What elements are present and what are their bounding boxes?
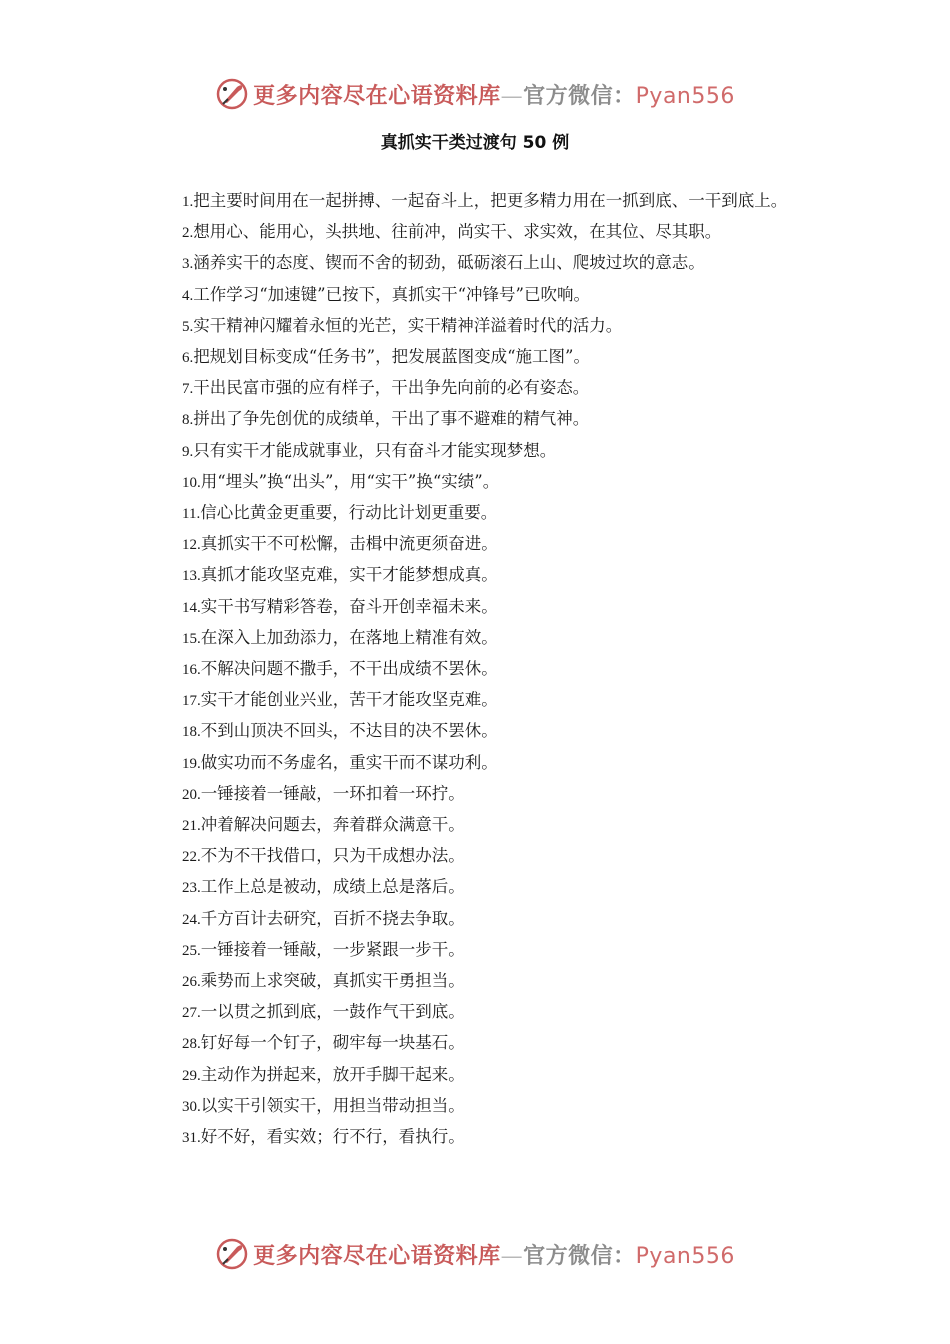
item-text: 真抓实干不可松懈，击楫中流更须奋进。 bbox=[200, 534, 498, 554]
item-text: 不到山顶决不回头，不达目的决不罢休。 bbox=[200, 721, 498, 741]
item-text: 拼出了争先创优的成绩单，干出了事不避难的精气神。 bbox=[193, 409, 590, 429]
item-number: 8. bbox=[182, 412, 194, 429]
list-item bbox=[144, 872, 808, 903]
item-text: 把主要时间用在一起拼搏、一起奋斗上，把更多精力用在一抓到底、一干到底上。 bbox=[193, 191, 788, 210]
item-number: 22. bbox=[182, 849, 201, 866]
item-text: 不为不干找借口，只为干成想办法。 bbox=[200, 846, 465, 866]
list-item bbox=[144, 1122, 808, 1153]
item-text: 用“埋头”换“出头”，用“实干”换“实绩”。 bbox=[200, 471, 500, 491]
banner-wechat-label: 官方微信： bbox=[523, 82, 636, 109]
item-number: 28. bbox=[182, 1036, 201, 1053]
item-number: 18. bbox=[182, 724, 201, 741]
list-item bbox=[144, 904, 808, 935]
item-text: 涵养实干的态度、锲而不舍的韧劲，砥砺滚石上山、爬坡过坎的意志。 bbox=[193, 253, 705, 273]
feather-pen-logo-icon bbox=[215, 77, 249, 111]
document-title: 真抓实干类过渡句 50 例 bbox=[380, 133, 570, 153]
item-number: 29. bbox=[182, 1067, 201, 1084]
list-item bbox=[144, 186, 808, 217]
item-text: 干出民富市强的应有样子，干出争先向前的必有姿态。 bbox=[193, 378, 590, 398]
item-number: 25. bbox=[182, 942, 201, 959]
list-item bbox=[144, 467, 808, 498]
item-text: 信心比黄金更重要，行动比计划更重要。 bbox=[200, 503, 498, 523]
item-text: 不解决问题不撒手，不干出成绩不罢休。 bbox=[200, 659, 498, 679]
list-item bbox=[144, 748, 808, 779]
item-text: 在深入上加劲添力，在落地上精准有效。 bbox=[200, 627, 498, 647]
item-list bbox=[144, 186, 808, 1153]
item-number: 11. bbox=[182, 506, 201, 523]
item-number: 5. bbox=[182, 318, 194, 335]
item-number: 9. bbox=[182, 443, 194, 460]
item-number: 17. bbox=[182, 693, 201, 710]
item-number: 30. bbox=[182, 1098, 201, 1115]
list-item bbox=[144, 592, 808, 623]
footer-banner bbox=[0, 1232, 950, 1276]
item-number: 24. bbox=[182, 911, 201, 928]
item-number: 21. bbox=[182, 818, 201, 835]
item-number: 7. bbox=[182, 381, 194, 398]
item-number: 13. bbox=[182, 568, 201, 585]
item-number: 1. bbox=[182, 194, 194, 210]
item-text: 主动作为拼起来，放开手脚干起来。 bbox=[200, 1064, 465, 1084]
item-text: 想用心、能用心，头拱地、往前冲，尚实干、求实效，在其位、尽其职。 bbox=[193, 222, 722, 242]
item-number: 2. bbox=[182, 225, 194, 242]
list-item bbox=[144, 311, 808, 342]
header-banner bbox=[0, 72, 950, 116]
item-number: 6. bbox=[182, 350, 194, 367]
item-text: 好不好，看实效；行不行，看执行。 bbox=[200, 1127, 465, 1147]
banner-wechat-id: Pyan556 bbox=[635, 1243, 735, 1269]
list-item bbox=[144, 217, 808, 248]
item-text: 一锤接着一锤敲，一环扣着一环拧。 bbox=[200, 783, 465, 803]
item-number: 23. bbox=[182, 880, 201, 897]
item-text: 工作学习“加速键”已按下，真抓实干“冲锋号”已吹响。 bbox=[193, 284, 590, 304]
banner-text bbox=[253, 1239, 735, 1270]
list-item bbox=[144, 841, 808, 872]
item-text: 一锤接着一锤敲，一步紧跟一步干。 bbox=[200, 939, 465, 959]
item-number: 26. bbox=[182, 974, 201, 991]
list-item bbox=[144, 935, 808, 966]
item-text: 真抓才能攻坚克难，实干才能梦想成真。 bbox=[200, 565, 498, 585]
list-item bbox=[144, 779, 808, 810]
list-item bbox=[144, 404, 808, 435]
item-text: 乘势而上求突破，真抓实干勇担当。 bbox=[200, 971, 465, 991]
list-item bbox=[144, 716, 808, 747]
item-number: 31. bbox=[182, 1130, 201, 1147]
item-text: 一以贯之抓到底，一鼓作气干到底。 bbox=[200, 1002, 465, 1022]
banner-text bbox=[253, 79, 735, 110]
item-text: 工作上总是被动，成绩上总是落后。 bbox=[200, 877, 465, 897]
list-item bbox=[144, 685, 808, 716]
list-item bbox=[144, 529, 808, 560]
item-text: 千方百计去研究，百折不挠去争取。 bbox=[200, 908, 465, 928]
feather-pen-logo-icon bbox=[215, 1237, 249, 1271]
banner-main: 更多内容尽在心语资料库 bbox=[253, 1242, 501, 1269]
list-item bbox=[144, 560, 808, 591]
item-text: 把规划目标变成“任务书”，把发展蓝图变成“施工图”。 bbox=[193, 347, 590, 367]
list-item bbox=[144, 436, 808, 467]
item-text: 实干书写精彩答卷，奋斗开创幸福未来。 bbox=[200, 596, 498, 616]
item-number: 15. bbox=[182, 630, 201, 647]
list-item bbox=[144, 1091, 808, 1122]
list-item bbox=[144, 373, 808, 404]
banner-wechat-label: 官方微信： bbox=[523, 1242, 636, 1269]
item-text: 钉好每一个钉子，砌牢每一块基石。 bbox=[200, 1033, 465, 1053]
item-number: 14. bbox=[182, 599, 201, 616]
banner-main: 更多内容尽在心语资料库 bbox=[253, 82, 501, 109]
item-text: 只有实干才能成就事业，只有奋斗才能实现梦想。 bbox=[193, 440, 557, 460]
list-item bbox=[144, 280, 808, 311]
item-text: 以实干引领实干，用担当带动担当。 bbox=[200, 1095, 465, 1115]
list-item bbox=[144, 810, 808, 841]
item-text: 实干精神闪耀着永恒的光芒，实干精神洋溢着时代的活力。 bbox=[193, 315, 623, 335]
banner-dash: — bbox=[500, 83, 524, 109]
list-item bbox=[144, 342, 808, 373]
list-item bbox=[144, 498, 808, 529]
item-text: 冲着解决问题去，奔着群众满意干。 bbox=[200, 815, 465, 835]
item-text: 实干才能创业兴业，苦干才能攻坚克难。 bbox=[200, 690, 498, 710]
item-number: 19. bbox=[182, 755, 201, 772]
list-item bbox=[144, 654, 808, 685]
item-number: 12. bbox=[182, 537, 201, 554]
item-number: 16. bbox=[182, 662, 201, 679]
banner-wechat-id: Pyan556 bbox=[635, 83, 735, 109]
list-item bbox=[144, 623, 808, 654]
banner-dash: — bbox=[500, 1243, 524, 1269]
item-number: 27. bbox=[182, 1005, 201, 1022]
list-item bbox=[144, 997, 808, 1028]
list-item bbox=[144, 966, 808, 997]
list-item bbox=[144, 248, 808, 279]
item-text: 做实功而不务虚名，重实干而不谋功利。 bbox=[200, 752, 498, 772]
item-number: 10. bbox=[182, 474, 201, 491]
item-number: 4. bbox=[182, 287, 194, 304]
list-item bbox=[144, 1028, 808, 1059]
list-item bbox=[144, 1060, 808, 1091]
item-number: 3. bbox=[182, 256, 194, 273]
item-number: 20. bbox=[182, 786, 201, 803]
